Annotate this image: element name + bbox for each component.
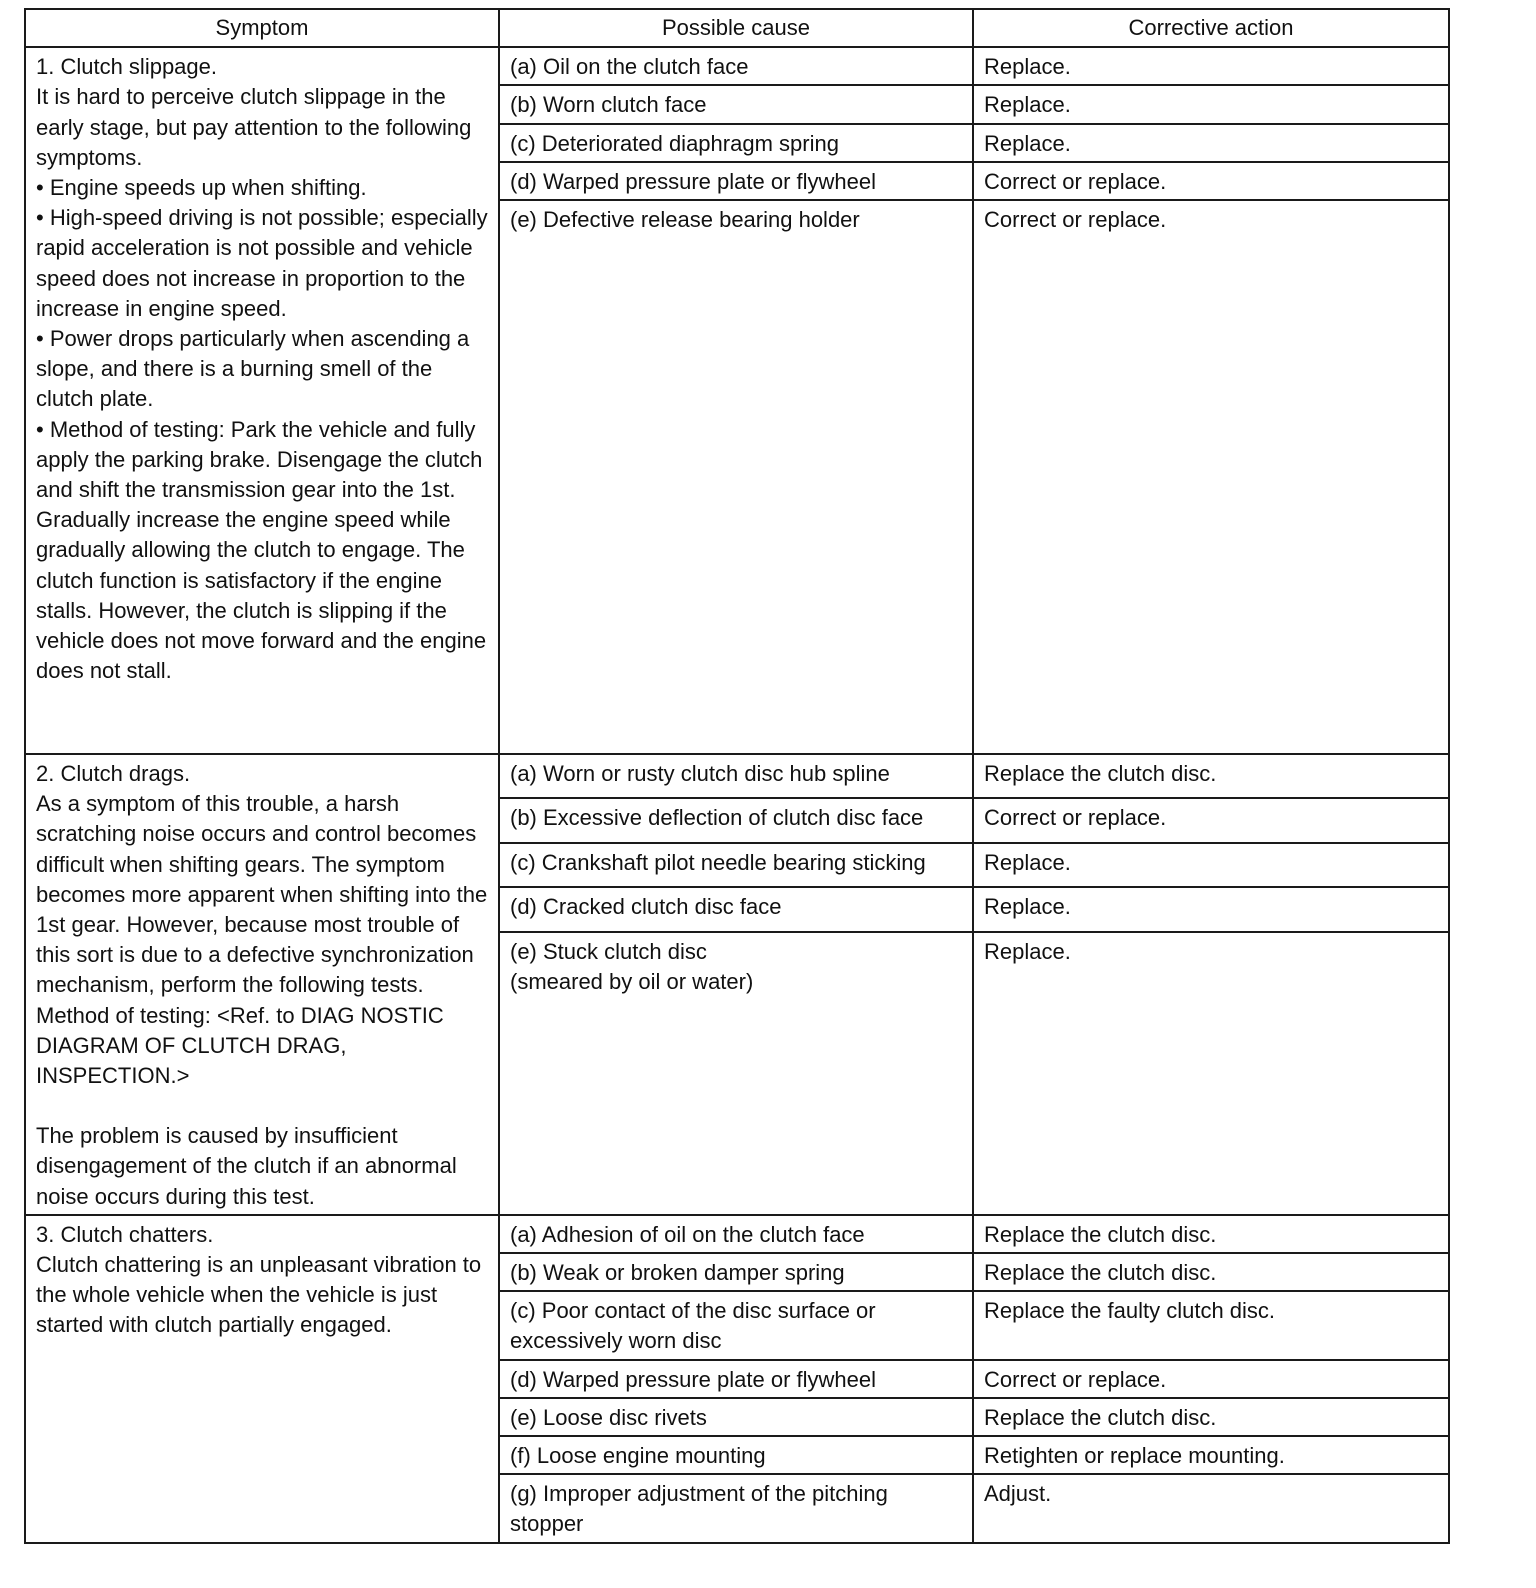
corrective-action-cell: Adjust.: [973, 1474, 1449, 1542]
corrective-action-cell: Replace.: [973, 85, 1449, 123]
possible-cause-cell: (b) Weak or broken damper spring: [499, 1253, 973, 1291]
possible-cause-cell: (e) Defective release bearing holder: [499, 200, 973, 754]
symptom-title: 3. Clutch chatters.: [36, 1221, 214, 1247]
corrective-action-cell: Replace the clutch disc.: [973, 1215, 1449, 1253]
symptom-text: Method of testing: <Ref. to DIAG NOSTIC DIAGRAM OF CLUTCH DRAG, INSPECTION.>: [36, 1002, 444, 1089]
header-possible-cause: Possible cause: [499, 9, 973, 47]
symptom-cell: [25, 754, 499, 1215]
symptom-title: 1. Clutch slippage.: [36, 54, 217, 80]
possible-cause-cell: (d) Warped pressure plate or flywheel: [499, 162, 973, 200]
header-row: [25, 9, 1449, 47]
corrective-action-cell: Correct or replace.: [973, 798, 1449, 842]
possible-cause-cell: (b) Worn clutch face: [499, 85, 973, 123]
possible-cause-cell: (b) Excessive deflection of clutch disc face: [499, 798, 973, 842]
possible-cause-cell: (c) Poor contact of the disc surface or excessively worn disc: [499, 1291, 973, 1359]
corrective-action-cell: Replace.: [973, 932, 1449, 1215]
symptom-text: It is hard to perceive clutch slippage in the early stage, but pay attention to the following symptoms.: [36, 84, 472, 170]
possible-cause-cell: (e) Loose disc rivets: [499, 1398, 973, 1436]
symptom-text: The problem is caused by insufficient disengagement of the clutch if an abnormal noise occurs during this test.: [36, 1123, 457, 1209]
table-row: [25, 47, 1449, 85]
corrective-action-cell: Retighten or replace mounting.: [973, 1436, 1449, 1474]
corrective-action-cell: Replace.: [973, 124, 1449, 162]
symptom-text: • Method of testing: Park the vehicle and fully apply the parking brake. Disengage the clutch and shift the transmission gear into the 1st. Gradually increase the engine speed while gradually allowing the clutch to engage. The clutch function is satisfactory if the engine stalls. However, the clutch is slipping if the vehicle does not move forward and the engine does not stall.: [36, 416, 487, 684]
table-row: [25, 1215, 1449, 1253]
symptom-text: Clutch chattering is an unpleasant vibration to the whole vehicle when the vehicle is just started with clutch partially engaged.: [36, 1252, 482, 1338]
corrective-action-cell: Correct or replace.: [973, 200, 1449, 754]
corrective-action-cell: Correct or replace.: [973, 1360, 1449, 1398]
possible-cause-cell: (a) Worn or rusty clutch disc hub spline: [499, 754, 973, 798]
corrective-action-cell: Correct or replace.: [973, 162, 1449, 200]
possible-cause-cell: (f) Loose engine mounting: [499, 1436, 973, 1474]
symptom-spacer: [36, 1091, 488, 1121]
possible-cause-cell: (d) Warped pressure plate or flywheel: [499, 1360, 973, 1398]
symptom-title: 2. Clutch drags.: [36, 761, 191, 787]
possible-cause-cell: (c) Crankshaft pilot needle bearing sticking: [499, 843, 973, 887]
possible-cause-cell: (a) Adhesion of oil on the clutch face: [499, 1215, 973, 1253]
corrective-action-cell: Replace the clutch disc.: [973, 754, 1449, 798]
symptom-text: • Engine speeds up when shifting.: [36, 175, 367, 201]
table-body: [25, 47, 1449, 1542]
corrective-action-cell: Replace the clutch disc.: [973, 1398, 1449, 1436]
corrective-action-cell: Replace the clutch disc.: [973, 1253, 1449, 1291]
symptom-text: As a symptom of this trouble, a harsh scratching noise occurs and control becomes difficult when shifting gears. The symptom becomes more apparent when shifting into the 1st gear. However, because most trouble of this sort is due to a defective synchronization mechanism, perform the following tests.: [36, 791, 488, 998]
header-corrective-action: Corrective action: [973, 9, 1449, 47]
symptom-text: • Power drops particularly when ascending a slope, and there is a burning smell of the clutch plate.: [36, 326, 470, 412]
troubleshooting-table: [24, 8, 1450, 1544]
corrective-action-cell: Replace.: [973, 843, 1449, 887]
table-row: [25, 754, 1449, 798]
symptom-cell: [25, 47, 499, 754]
symptom-text: • High-speed driving is not possible; especially rapid acceleration is not possible and vehicle speed does not increase in proportion to the increase in engine speed.: [36, 205, 488, 321]
possible-cause-cell: (c) Deteriorated diaphragm spring: [499, 124, 973, 162]
possible-cause-cell: (d) Cracked clutch disc face: [499, 887, 973, 931]
header-symptom: Symptom: [25, 9, 499, 47]
possible-cause-cell: (a) Oil on the clutch face: [499, 47, 973, 85]
corrective-action-cell: Replace.: [973, 47, 1449, 85]
possible-cause-cell: (g) Improper adjustment of the pitching stopper: [499, 1474, 973, 1542]
corrective-action-cell: Replace the faulty clutch disc.: [973, 1291, 1449, 1359]
symptom-cell: [25, 1215, 499, 1543]
possible-cause-cell: (e) Stuck clutch disc (smeared by oil or water): [499, 932, 973, 1215]
corrective-action-cell: Replace.: [973, 887, 1449, 931]
